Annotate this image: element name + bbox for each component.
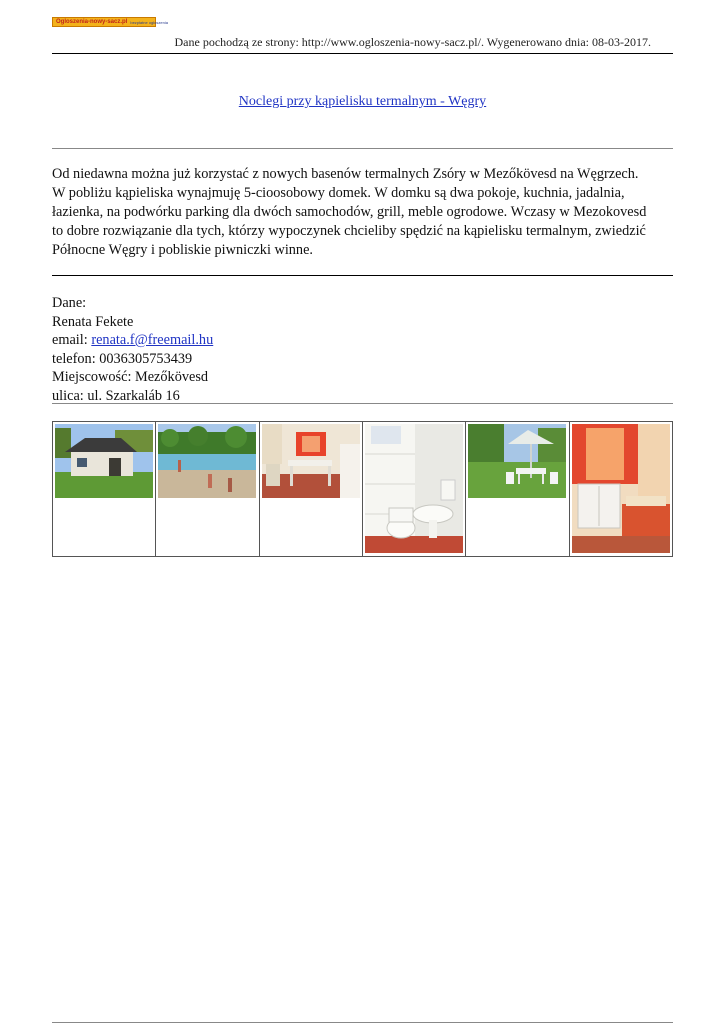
description-divider	[52, 275, 673, 276]
source-line: Dane pochodzą ze strony: http://www.ogloszenia-nowy-sacz.pl/. Wygenerowano dnia: 08-03-2017.	[174, 35, 651, 49]
header-divider	[52, 53, 673, 54]
listing-description	[52, 165, 672, 260]
bedroom-photo[interactable]	[572, 424, 670, 553]
email-link[interactable]: renata.f@freemail.hu	[91, 332, 214, 348]
listing-title-link[interactable]: Noclegi przy kąpielisku termalnym - Węgry	[238, 94, 487, 109]
thermal-pool-photo[interactable]	[158, 424, 256, 498]
gallery-cell	[53, 422, 156, 556]
description-line: łazienka, na podwórku parking dla dwóch samochodów, grill, meble ogrodowe. Wczasy w Mezokovesd	[52, 204, 647, 220]
gallery-cell	[260, 422, 363, 556]
gallery-cell	[156, 422, 259, 556]
description-line: Północne Węgry i pobliskie piwniczki winne.	[52, 242, 314, 258]
house-exterior-photo[interactable]	[55, 424, 153, 498]
description-line: to dobre rozwiązanie dla tych, którzy wypoczynek chcieliby spędzić na kąpielisku termalnym, zwiedzić	[52, 223, 646, 239]
description-line: Od niedawna można już korzystać z nowych basenów termalnych Zsóry w Mezőkövesd na Węgrzech.	[52, 166, 639, 182]
contact-street: ulica: ul. Szarkaláb 16	[52, 387, 180, 404]
title-divider	[52, 148, 673, 149]
contact-divider	[52, 403, 673, 404]
photo-gallery	[52, 421, 673, 557]
email-label: email:	[52, 332, 92, 348]
kitchen-dining-photo[interactable]	[262, 424, 360, 498]
logo-tagline: bezpłatne ogłoszenia	[130, 19, 168, 25]
contact-phone: telefon: 0036305753439	[52, 350, 193, 367]
gallery-cell	[570, 422, 672, 556]
contact-heading: Dane:	[52, 295, 87, 311]
description-line: W pobliżu kąpieliska wynajmuję 5-cioosobowy domek. W domku są dwa pokoje, kuchnia, jadalnia,	[52, 185, 625, 201]
gallery-cell	[363, 422, 466, 556]
contact-email-row	[52, 331, 213, 350]
contact-town: Miejscowość: Mezőkövesd	[52, 369, 209, 385]
gallery-cell	[466, 422, 569, 556]
contact-block	[52, 294, 213, 405]
bathroom-photo[interactable]	[365, 424, 463, 553]
contact-name: Renata Fekete	[52, 313, 134, 330]
site-logo[interactable]	[52, 17, 168, 27]
garden-umbrella-photo[interactable]	[468, 424, 566, 498]
footer-divider	[52, 1022, 673, 1023]
logo-text: Ogloszenia-nowy-sacz.pl	[56, 19, 128, 25]
